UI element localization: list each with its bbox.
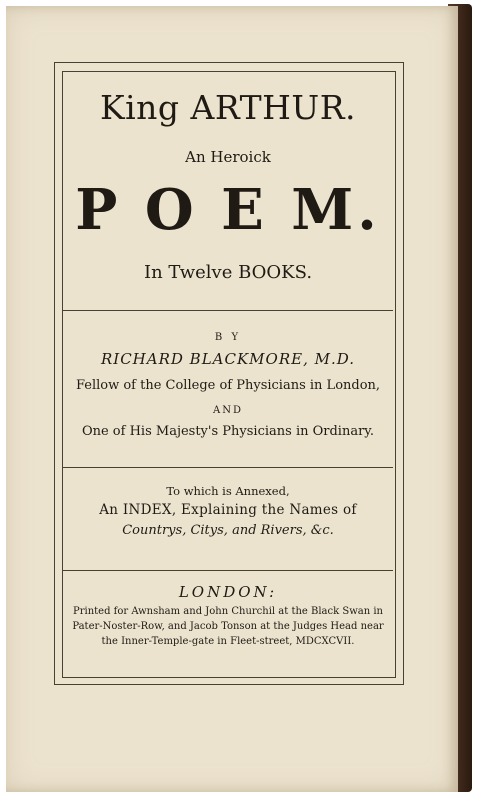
index-continuation: Countrys, Citys, and Rivers, &c. xyxy=(122,523,334,538)
physician-line: One of His Majesty's Physicians in Ordinary. xyxy=(81,424,375,439)
fellow-line: Fellow of the College of Physicians in London, xyxy=(75,378,381,393)
imprint-line-1: Printed for Awnsham and John Churchil at the Black Swan in xyxy=(72,606,383,617)
imprint-line-3: the Inner-Temple-gate in Fleet-street, MDCXCVII. xyxy=(101,636,355,647)
divider-3 xyxy=(63,570,393,571)
imprint-city: LONDON: xyxy=(178,583,278,601)
book-title: King ARTHUR. xyxy=(99,88,357,127)
poem-heading: P O E M. xyxy=(75,177,381,243)
divider-1 xyxy=(63,310,393,311)
annexed-line: To which is Annexed, xyxy=(166,484,290,498)
by-line: B Y xyxy=(214,332,242,343)
books-line: In Twelve BOOKS. xyxy=(143,262,313,283)
index-line: An INDEX, Explaining the Names of xyxy=(99,502,357,518)
divider-2 xyxy=(63,467,393,468)
author-name: RICHARD BLACKMORE, M.D. xyxy=(100,350,356,368)
subtitle: An Heroick xyxy=(185,148,271,166)
imprint-line-2: Pater-Noster-Row, and Jacob Tonson at the Judges Head near xyxy=(72,621,384,632)
and-line: AND xyxy=(213,405,243,416)
